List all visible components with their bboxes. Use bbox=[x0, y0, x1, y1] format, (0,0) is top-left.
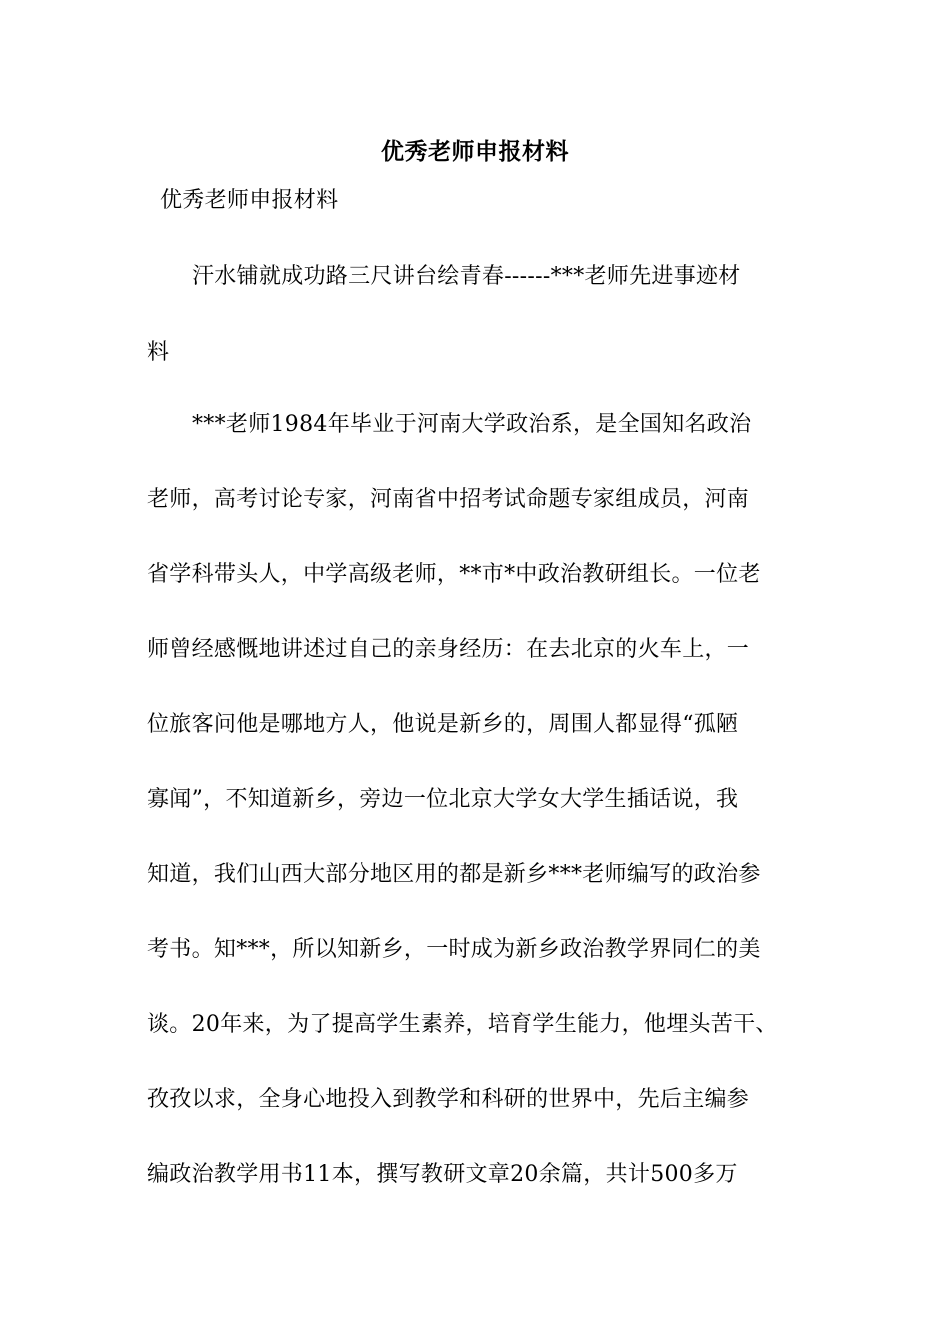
heading-line-2: 料 bbox=[147, 340, 170, 365]
paragraph-line: ***老师1984年毕业于河南大学政治系，是全国知名政治 bbox=[192, 412, 752, 437]
heading-line-1: 汗水铺就成功路三尺讲台绘青春------***老师先进事迹材 bbox=[192, 264, 741, 289]
paragraph-line: 师曾经感慨地讲述过自己的亲身经历：在去北京的火车上，一 bbox=[147, 637, 750, 662]
paragraph-line: 孜孜以求，全身心地投入到教学和科研的世界中，先后主编参 bbox=[147, 1087, 750, 1112]
paragraph-line: 位旅客问他是哪地方人，他说是新乡的，周围人都显得“孤陋 bbox=[147, 712, 739, 737]
paragraph-line: 编政治教学用书11本，撰写教研文章20余篇，共计500多万 bbox=[147, 1162, 738, 1187]
document-subtitle: 优秀老师申报材料 bbox=[160, 188, 339, 213]
paragraph-line: 谈。20年来，为了提高学生素养，培育学生能力，他埋头苦干、 bbox=[147, 1012, 778, 1037]
paragraph-line: 老师，高考讨论专家，河南省中招考试命题专家组成员，河南 bbox=[147, 487, 750, 512]
paragraph-line: 考书。知***，所以知新乡，一时成为新乡政治教学界同仁的美 bbox=[147, 937, 761, 962]
paragraph-line: 寡闻”，不知道新乡，旁边一位北京大学女大学生插话说，我 bbox=[147, 787, 739, 812]
paragraph-line: 省学科带头人，中学高级老师，**市*中政治教研组长。一位老 bbox=[147, 562, 761, 587]
paragraph-line: 知道，我们山西大部分地区用的都是新乡***老师编写的政治参 bbox=[147, 862, 761, 887]
document-title: 优秀老师申报材料 bbox=[381, 139, 569, 165]
